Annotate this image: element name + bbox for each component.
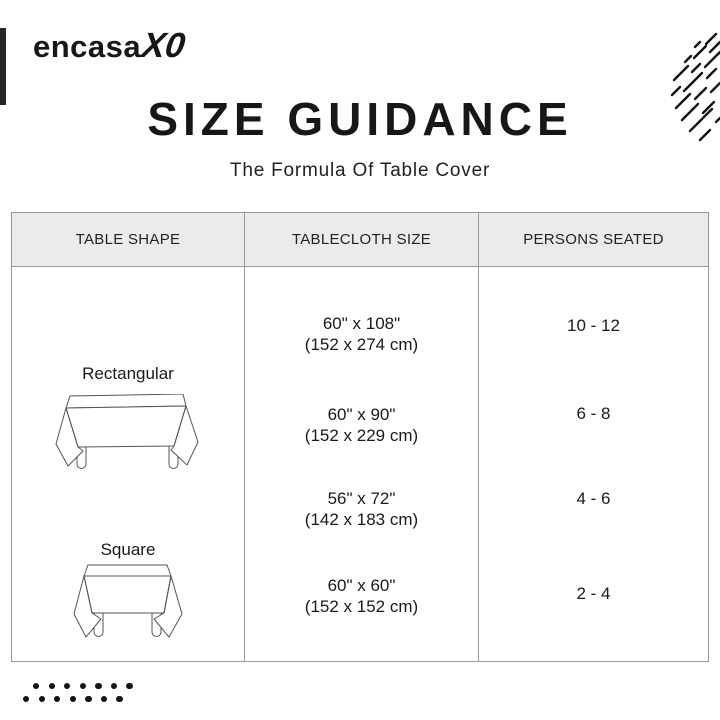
persons-value: 4 - 6 [576, 489, 611, 508]
square-table-illustration [72, 564, 184, 654]
column-table-shape [12, 267, 245, 661]
size-inches: 60" x 90" [327, 405, 396, 424]
brand-logo-suffix: X0 [139, 26, 188, 65]
table-body [12, 267, 708, 661]
persons-value: 6 - 8 [576, 404, 611, 423]
column-tablecloth-size [245, 267, 479, 661]
size-inches: 60" x 108" [322, 314, 401, 333]
size-row [245, 404, 478, 446]
dots-row [23, 696, 123, 702]
table-header-row [12, 213, 708, 267]
size-row [245, 313, 478, 355]
persons-value: 2 - 4 [576, 584, 611, 603]
size-cm: (142 x 183 cm) [304, 510, 419, 529]
size-cm: (152 x 152 cm) [304, 597, 419, 616]
size-row [245, 488, 478, 530]
column-header-table-shape: TABLE SHAPE [12, 213, 245, 266]
size-guidance-table [11, 212, 709, 662]
shape-label-square: Square [100, 540, 156, 559]
rectangular-table-illustration [55, 394, 200, 474]
shape-label-rectangular: Rectangular [82, 364, 174, 383]
dots-row [33, 683, 133, 689]
size-inches: 56" x 72" [327, 489, 396, 508]
size-cm: (152 x 229 cm) [304, 426, 419, 445]
size-cm: (152 x 274 cm) [304, 335, 419, 354]
column-header-tablecloth-size: TABLECLOTH SIZE [245, 213, 479, 266]
brand-logo-text: encasa [33, 29, 142, 64]
page-title: SIZE GUIDANCE [147, 93, 573, 145]
column-persons-seated [479, 267, 708, 661]
persons-value: 10 - 12 [567, 316, 620, 335]
page-subtitle: The Formula Of Table Cover [229, 160, 491, 181]
size-inches: 60" x 60" [327, 576, 396, 595]
column-header-persons-seated: PERSONS SEATED [523, 231, 664, 248]
size-row [245, 575, 478, 617]
brand-logo [33, 26, 188, 66]
